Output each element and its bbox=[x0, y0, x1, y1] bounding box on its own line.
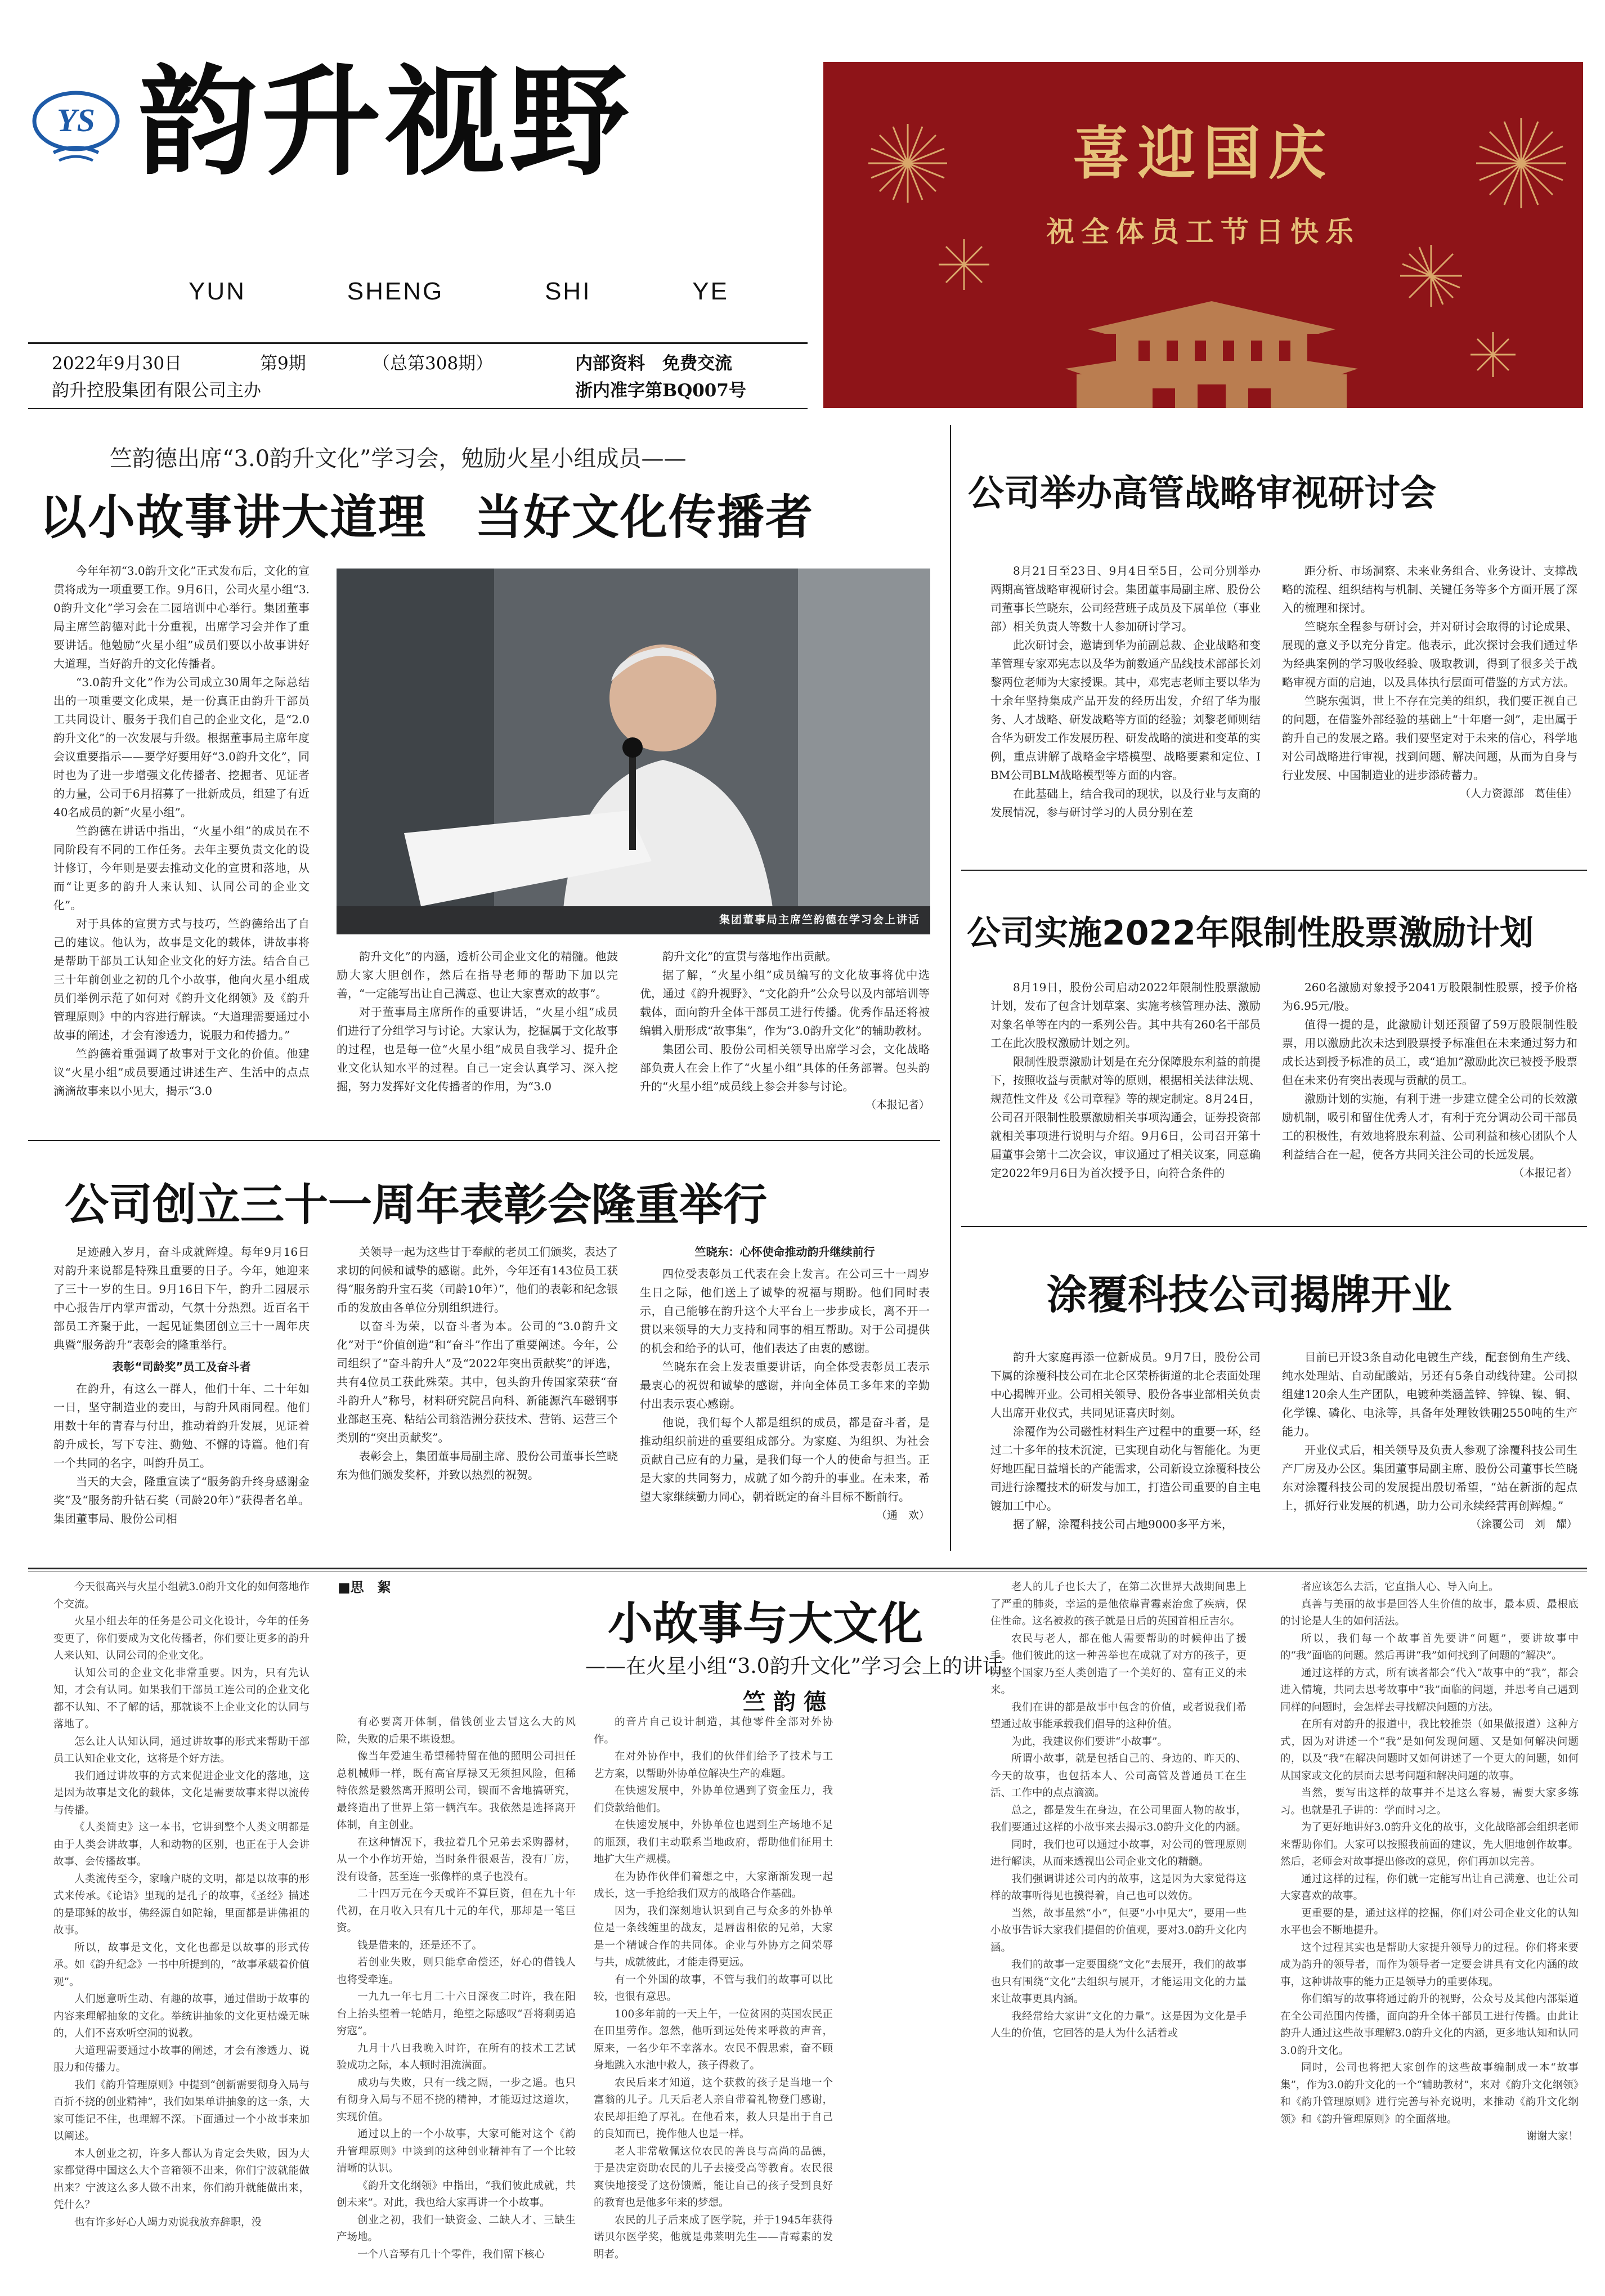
paragraph: 火星小组去年的任务是公司文化设计，今年的任务变更了，你们要成为文化传播者，你们要让更多的韵升人来认知、认同公司的企业文化。 bbox=[53, 1615, 310, 1662]
paragraph: 限制性股票激励计划是在充分保障股东利益的前提下，按照收益与贡献对等的原则，根据相关法律法规、规范性文件及《公司章程》等的规定制定。8月24日，公司召开限制性股票激励相关事项沟通会，证券投资部就相关事项进行说明与介绍。9月6日，公司召开第十届董事会第十二次会议，审议通过了相关议案，同意确定2022年9月6日为首次授予日，向符合条件的 bbox=[990, 1055, 1261, 1180]
paragraph: 因为，我们深刻地认识到自己与众多的外协单位是一条线缠里的战友，是唇齿相依的兄弟，大家是一个精诚合作的共同体。企业与外协方之间荣辱与共，成就彼此，才能走得更远。 bbox=[594, 1905, 833, 1968]
article4-col2 bbox=[337, 1243, 618, 1547]
paragraph: 更重要的是，通过这样的挖掘，你们对公司企业文化的认知水平也会不断地提升。 bbox=[1280, 1907, 1579, 1936]
masthead bbox=[23, 42, 810, 408]
issue-number: 第9期 bbox=[260, 353, 306, 374]
article3-title: 公司实施2022年限制性股票激励计划 bbox=[967, 914, 1534, 953]
article4-signature: （通 欢） bbox=[876, 1509, 930, 1521]
paragraph: 足迹融入岁月，奋斗成就辉煌。每年9月16日对韵升来说都是特殊且重要的日子。今年，她迎来了三十一岁的生日。9月16日下午，韵升二园展示中心报告厅内掌声雷动，气氛十分热烈。近百名干部员工齐聚于此，一起见证集团创立三十一周年庆典暨“服务韵升”表彰会的隆重举行。 bbox=[53, 1245, 310, 1351]
paragraph: 涂覆作为公司磁性材料生产过程中的重要一环，经过二十多年的技术沉淀，已实现自动化与智能化。为更好地匹配日益增长的产能需求，公司新设立涂覆科技公司进行涂覆技术的研发与加工，打造公司重要的自主电镀加工中心。 bbox=[990, 1425, 1261, 1512]
article3-col2 bbox=[1282, 978, 1577, 1220]
paragraph: 目前已开设3条自动化电镀生产线，配套倒角生产线、纯水处理站、自动配酸站，另还有5条自动线待建。公司拟组建120余人生产团队，电镀种类涵盖锌、锌镍、镍、铜、化学镍、磷化、电泳等，具备年处理钕铁硼2550吨的生产能力。 bbox=[1282, 1350, 1577, 1438]
paragraph: 集团公司、股份公司相关领导出席学习会，文化战略部负责人在会上作了“火星小组”具体的任务部署。包头韵升的“火星小组”成员线上参会并参与讨论。 bbox=[640, 1042, 930, 1093]
essay-column-2 bbox=[337, 1714, 576, 2271]
paragraph: 人类流传至今，家喻户晓的文明，都是以故事的形式来传承。《论语》里现的是孔子的故事，《圣经》描述的是耶稣的故事，佛经源自如陀翰，里面都是讲佛祖的故事。 bbox=[53, 1873, 310, 1936]
paragraph: 总之，都是发生在身边，在公司里面人物的故事，我们要通过这样的小故事来去揭示3.0韵升文化的内涵。 bbox=[990, 1804, 1247, 1833]
pinyin-yun: YUN bbox=[189, 278, 246, 305]
speaker-photo-icon bbox=[337, 569, 930, 934]
article3-signature: （本报记者） bbox=[1513, 1167, 1577, 1179]
paragraph: 对于具体的宣贯方式与技巧，竺韵德给出了自己的建议。他认为，故事是文化的载体，讲故事将是帮助干部员工认知企业文化的好方法。结合自己三十年前创业之初的几个小故事，他向火星小组成员们举例示范了如何对《韵升文化纲领》及《韵升管理原则》中的内容进行解读。“大道理需要通过小故事的阐述，才会有渗透力，说服力和传播力。” bbox=[53, 917, 310, 1042]
paragraph: 四位受表彰员工代表在会上发言。在公司三十一周岁生日之际，他们送上了诚挚的祝福与期盼。他们同时表示，自己能够在韵升这个大平台上一步步成长，离不开一贯以来领导的大力支持和同事的相互帮助。对于公司提供的机会和给予的认可，他们表达了由衷的感谢。 bbox=[640, 1267, 930, 1355]
paragraph: 开业仪式后，相关领导及负责人参观了涂覆科技公司生产厂房及办公区。集团董事局副主席、股份公司董事长竺晓东对涂覆科技公司的发展提出殷切希望，“站在新浙的起点上，抓好行业发展的机遇，助力公司永续经营再创辉煌。” bbox=[1282, 1443, 1577, 1512]
paragraph: 本人创业之初，许多人都认为肯定会失败，因为大家都觉得中国这么大个音箱领不出来，你们宁波就能做出来？宁波这么多人做不出来，你们韵升就能做出来，凭什么？ bbox=[53, 2147, 310, 2211]
article2-bottom-rule bbox=[961, 870, 1587, 871]
paragraph: 在快速发展中，外协单位也遇到生产场地不足的瓶颈，我们主动联系当地政府，帮助他们征用土地扩大生产规模。 bbox=[594, 1819, 833, 1865]
vertical-divider bbox=[950, 425, 951, 1551]
paragraph: 我们通过讲故事的方式来促进企业文化的落地，这是因为故事是文化的载体，文化是需要故事来得以流传与传播。 bbox=[53, 1770, 310, 1816]
article3-bottom-rule bbox=[961, 1226, 1587, 1227]
article1-col2 bbox=[337, 947, 618, 1122]
paragraph: 竺晓东在会上发表重要讲话，向全体受表彰员工表示最衷心的祝贺和诚挚的感谢，并向全体员工多年来的辛勤付出表示衷心感谢。 bbox=[640, 1360, 930, 1411]
masthead-bottom-rule bbox=[28, 408, 808, 409]
paragraph: 人们愿意听生动、有趣的故事，通过借助于故事的内容来理解抽象的文化。举统讲抽象的文化更枯燥无味的，人们不喜欢听空洞的说教。 bbox=[53, 1993, 310, 2039]
pinyin-ye: YE bbox=[692, 278, 729, 305]
paragraph: 九月十八日我晚入时许，在所有的技术工艺试验成功之际，本人顿时泪流满面。 bbox=[337, 2042, 576, 2071]
company-logo-icon bbox=[31, 86, 121, 165]
tiananmen-gate-icon bbox=[1054, 290, 1369, 408]
issue-info bbox=[52, 350, 806, 404]
paragraph: 对于董事局主席所作的重要讲话，“火星小组”成员们进行了分组学习与讨论。大家认为，挖掘属于文化故事的过程，也是每一位“火星小组”成员自我学习、提升企业文化认知水平的过程。自己一定会认真学习、深入挖掘，努力发挥好文化传播者的作用，为“3.0 bbox=[337, 1005, 618, 1093]
paragraph: 所以，我们每一个故事首先要讲“问题”，要讲故事中的“我”面临的问题。然后再讲“我”如何找到了问题的“解决”。 bbox=[1280, 1632, 1579, 1662]
paragraph: 表彰会上，集团董事局副主席、股份公司董事长竺晓东为他们颁发奖杯，并致以热烈的祝贺。 bbox=[337, 1449, 618, 1482]
pinyin-shi: SHI bbox=[545, 278, 591, 305]
paragraph: 据了解，“火星小组”成员编写的文化故事将优中选优，通过《韵升视野》、“文化韵升”公众号以及内部培训等载体，面向韵升全体干部员工进行传播。优秀作品还将被编辑入册形成“故事集”，作为“3.0韵升文化”的辅助教材。 bbox=[640, 968, 930, 1037]
paragraph: 农民的儿子后来成了医学院，并于1945年获得诺贝尔医学奖，他就是弗莱明先生——青霉素的发明者。 bbox=[594, 2214, 833, 2261]
article5-signature: （涂覆公司 刘 耀） bbox=[1470, 1518, 1577, 1530]
issue-total: （总第308期） bbox=[373, 353, 494, 374]
paragraph: 通过这样的过程，你们就一定能写出让自己满意、也让公司大家喜欢的故事。 bbox=[1280, 1873, 1579, 1902]
article1-col3 bbox=[640, 947, 930, 1122]
paragraph: “3.0韵升文化”作为公司成立30周年之际总结出的一项重要文化成果，是一份真正由韵升干部员工共同设计、服务于我们自己的企业文化，是“2.0韵升文化”的一次发展与升级。根据董事局主席年度会议重要指示——要学好要用好“3.0韵升文化”，同时也为了进一步增强文化传播者、挖掘者、见证者的力量，公司于6月招募了一批新成员，组建了有近40名成员的新“火星小组”。 bbox=[53, 675, 310, 819]
essay-column-4 bbox=[990, 1579, 1247, 2271]
photo-caption: 集团董事局主席竺韵德在学习会上讲话 bbox=[719, 914, 920, 926]
paragraph: 这个过程其实也是帮助大家提升领导力的过程。你们将来要成为韵升的领导者，而作为领导者一定要会讲具有文化内涵的故事，这种讲故事的能力正是领导力的重要体现。 bbox=[1280, 1941, 1579, 1988]
banner-title: 喜迎国庆 bbox=[1073, 120, 1334, 187]
article1-bottom-rule bbox=[28, 1140, 940, 1141]
paragraph: 为了更好地讲好3.0韵升文化的故事，文化战略部会组织老师来帮助你们。大家可以按照我前面的建议，先大胆地创作故事。然后，老师会对故事提出修改的意见，你们再加以完善。 bbox=[1280, 1821, 1579, 1868]
essay-author: 竺韵德 bbox=[743, 1689, 834, 1715]
paragraph: 你们编写的故事将通过韵升的视野，公众号及其他内部渠道在全公司范围内传播，面向韵升全体干部员工进行传播。由此让韵升人通过这些故事理解3.0韵升文化的内涵，更多地认知和认同3.0韵升文化。 bbox=[1280, 1993, 1579, 2057]
article1-signature: （本报记者） bbox=[865, 1099, 930, 1111]
article4-col1 bbox=[53, 1243, 310, 1547]
internal-note: 内部资料 免费交流 bbox=[575, 353, 732, 374]
paragraph: 一九九一年七月二十六日深夜二时许，我在阳台上抬头望着一轮皓月，绝望之际感叹“吾将剩勇追穷寇”。 bbox=[337, 1991, 576, 2037]
paragraph: 有必要离开体制，借钱创业去冒这么大的风险，失败的后果不堪设想。 bbox=[337, 1716, 576, 1746]
paragraph: 怎么让人认知认同，通过讲故事的形式来帮助干部员工认知企业文化，这将是个好方法。 bbox=[53, 1735, 310, 1765]
paragraph: 当然，要写出这样的故事并不是这么容易，需要大家多练习。也就是孔子讲的：学而时习之。 bbox=[1280, 1787, 1579, 1816]
paragraph: 今年年初“3.0韵升文化”正式发布后，文化的宣贯将成为一项重要工作。9月6日，公司火星小组“3.0韵升文化”学习会在二园培训中心举行。集团董事局主席竺韵德对此十分重视，出席学习会并作了重要讲话。他勉励“火星小组”成员们要以小故事讲好大道理，当好韵升的文化传播者。 bbox=[53, 564, 310, 670]
permit-number: 浙内准字第BQ007号 bbox=[575, 381, 746, 401]
article1-kicker: 竺韵德出席“3.0韵升文化”学习会，勉励火星小组成员—— bbox=[110, 446, 687, 472]
article4-col3 bbox=[640, 1243, 930, 1547]
paragraph: 农民与老人，都在他人需要帮助的时候伸出了援手。他们彼此的这一种善举也在成就了对方的孩子，更为整个国家乃至人类创造了一个美好的、富有正义的未来。 bbox=[990, 1632, 1247, 1696]
masthead-title: 韵升视野 bbox=[138, 52, 633, 192]
paragraph: 通过这样的方式，所有读者都会“代入”故事中的“我”，都会进入情境，共同去思考故事中“我”面临的问题，并思考自己遇到同样的问题时，会怎样去寻找解决问题的方法。 bbox=[1280, 1667, 1579, 1713]
paragraph: 竺韵德在讲话中指出，“火星小组”的成员在不同阶段有不同的工作任务。去年主要负责文化的设计修订，今年则是要去推动文化的宣贯和落地，从而“让更多的韵升人来认知、认同公司的企业文化”。 bbox=[53, 824, 310, 912]
national-day-banner bbox=[823, 62, 1583, 408]
paragraph: 二十四万元在今天或许不算巨资，但在九十年代初，在月收入只有几十元的年代，那却是一笔巨资。 bbox=[337, 1888, 576, 1934]
paragraph: 大道理需要通过小故事的阐述，才会有渗透力、说服力和传播力。 bbox=[53, 2044, 310, 2074]
paragraph: 创业之初，我们一缺资金、二缺人才、三缺生产场地。 bbox=[337, 2214, 576, 2243]
paragraph: 我经常给大家讲“文化的力量”。这是因为文化是手人生的价值，它回答的是人为什么活着或 bbox=[990, 2010, 1247, 2039]
paragraph: 钱是借来的，还是还不了。 bbox=[357, 1939, 483, 1952]
article1-col1 bbox=[53, 562, 310, 1119]
essay-section-tag: ■思 絮 bbox=[338, 1579, 391, 1595]
essay-subtitle: ——在火星小组“3.0韵升文化”学习会上的讲话 bbox=[585, 1655, 1003, 1678]
paragraph: 若创业失败，则只能拿命偿还，好心的借钱人也将受牵连。 bbox=[337, 1957, 576, 1986]
paragraph: 所谓小故事，就是包括自己的、身边的、昨天的、今天的故事，也包括本人、公司高管及普通员工在生活、工作中的点点滴滴。 bbox=[990, 1753, 1247, 1799]
banner-subtitle: 祝全体员工节日快乐 bbox=[1046, 215, 1360, 248]
paragraph: 当然，故事虽然“小”，但要“小中见大”，要用一些小故事告诉大家我们提倡的价值观，要对3.0韵升文化内涵。 bbox=[990, 1907, 1247, 1954]
article1-photo bbox=[337, 569, 930, 934]
article4-subhead-speech: 竺晓东：心怀使命推动韵升继续前行 bbox=[694, 1245, 875, 1259]
paragraph: 韵升文化”的内涵，透析公司企业文化的精髓。他鼓励大家大胆创作，然后在指导老师的帮助下加以完善，“一定能写出让自己满意、也让大家喜欢的故事”。 bbox=[337, 950, 618, 1000]
paragraph: 真善与美丽的故事是回答人生价值的故事，最本质、最根底的讨论是人生的如何活法。 bbox=[1280, 1598, 1579, 1627]
paragraph: 在为协作伙伴们着想之中，大家渐渐发现一起成长，这一手抢给我们双方的战略合作基础。 bbox=[594, 1870, 833, 1900]
paragraph: 我们强调讲述公司内的故事，这是因为大家觉得这样的故事听得见也摸得着，自己也可以效仿。 bbox=[990, 1873, 1247, 1902]
masthead-pinyin bbox=[189, 278, 729, 306]
article2-col1 bbox=[990, 562, 1261, 866]
paragraph: 他说，我们每个人都是组织的成员，都是奋斗者，是推动组织前进的重要组成部分。为家庭、为组织、为社会贡献自己应有的力量，是我们每一个人的使命与担当。正是大家的共同努力，成就了如今韵升的事业。在未来，希望大家继续勤力同心，朝着既定的奋斗目标不断前行。 bbox=[640, 1416, 930, 1503]
paragraph: 有一个外国的故事，不管与我们的故事可以比较，也很有意思。 bbox=[594, 1973, 833, 2003]
masthead-divider bbox=[28, 342, 808, 344]
paragraph: 者应该怎么去活，它直指人心、导入向上。 bbox=[1301, 1581, 1499, 1593]
paragraph: 我们《韵升管理原则》中提到“创新需要彻身入局与百折不挠的创业精神”，我们如果单讲抽象的这一条，大家可能记不住，也理解不深。下面通过一个小故事来加以阐述。 bbox=[53, 2079, 310, 2142]
essay-column-3 bbox=[594, 1714, 833, 2271]
paragraph: 8月19日，股份公司启动2022年限制性股票激励计划，发布了包含计划草案、实施考核管理办法、激励对象名单等在内的一系列公告。其中共有260名干部员工在此次股权激励计划之列。 bbox=[990, 981, 1261, 1050]
article2-title: 公司举办高管战略审视研讨会 bbox=[968, 473, 1436, 514]
paragraph: 韵升大家庭再添一位新成员。9月7日，股份公司下属的涂覆科技公司在北仑区荣桥街道的北仑表面处理中心揭牌开业。公司相关领导、股份各事业部相关负责人出席开业仪式，共同见证喜庆时刻。 bbox=[990, 1350, 1261, 1420]
article4-subhead-awards: 表彰“司龄奖”员工及奋斗者 bbox=[112, 1360, 251, 1373]
essay-top-rule bbox=[28, 1568, 1587, 1569]
paragraph: 《人类简史》这一本书，它讲到整个人类文明都是由于人类会讲故事，人和动物的区别，也正在于人会讲故事、会传播故事。 bbox=[53, 1821, 310, 1868]
paragraph: 关领导一起为这些甘于奉献的老员工们颁奖，表达了求切的问候和诚挚的感谢。此外，今年还有143位员工获得“服务韵升宝石奖（司龄10年）”，他们的表彰和纪念银币的发放由各单位分别组织进行。 bbox=[337, 1245, 618, 1314]
paragraph: 通过以上的一个小故事，大家可能对这个《韵升管理原则》中谈到的这种创业精神有了一个比较清晰的认识。 bbox=[337, 2128, 576, 2174]
article5-col2 bbox=[1282, 1348, 1577, 1551]
paragraph: 同时，公司也将把大家创作的这些故事编制成一本“故事集”，作为3.0韵升文化的一个“辅助教材”，来对《韵升文化纲领》和《韵升管理原则》进行完善与补充说明，来推动《韵升文化纲领》和《韵升管理原则》的全面落地。 bbox=[1280, 2062, 1579, 2125]
paragraph: 我们的故事一定要围绕“文化”去展开，我们的故事也只有围绕“文化”去组织与展开，才能运用文化的力量来让故事更具内涵。 bbox=[990, 1959, 1247, 2005]
paragraph: 《韵升文化纲领》中指出，“我们彼此成就，共创未来”。对此，我也给大家再讲一个小故事。 bbox=[337, 2179, 576, 2209]
paragraph: 竺晓东全程参与研讨会，并对研讨会取得的讨论成果、展现的意义予以充分肯定。他表示，此次探讨会我们通过华为经典案例的学习吸收经验、吸取教训，得到了很多关于战略审视方面的启迪，以及具体执行层面可借鉴的方式方法。 bbox=[1282, 620, 1577, 689]
article5-col1 bbox=[990, 1348, 1261, 1551]
paragraph: 以奋斗为荣，以奋斗者为本。公司的“3.0韵升文化”对于“价值创造”和“奋斗”作出了重要阐述。今年，公司组织了“奋斗韵升人”及“2022年突出贡献奖”的评选，共有4位员工获此殊荣。其中，包头韵升传国家荣获“奋斗韵升人”称号，材料研究院吕向科、新能源汽车磁钢事业部赵玉亮、粘结公司翁浩洲分获技术、营销、运营三个类别的“突出贡献奖”。 bbox=[337, 1319, 618, 1444]
paragraph: 激励计划的实施，有利于进一步建立健全公司的长效激励机制，吸引和留住优秀人才，有利于充分调动公司干部员工的积极性，有效地将股东利益、公司利益和核心团队个人利益结合在一起，使各方共同关注公司的长远发展。 bbox=[1282, 1092, 1577, 1161]
paragraph: 此次研讨会，邀请到华为前副总裁、企业战略和变革管理专家邓宪志以及华为前数通产品线技术部部长刘黎两位老师为大家授课。其中，邓宪志老师主要以华为十余年坚持集成产品开发的经历出发，介绍了华为服务、人才战略、研发战略等方面的经验；刘黎老师则结合华为研发工作发展历程、研发战略的演进和变革的实例，重点讲解了战略金字塔模型、战略要素和定位、IBM公司BLM战略模型等方面的内容。 bbox=[990, 638, 1261, 782]
article2-col2 bbox=[1282, 562, 1577, 866]
article3-col1 bbox=[990, 978, 1261, 1220]
paragraph: 的音片自己设计制造，其他零件全部对外协作。 bbox=[594, 1716, 833, 1746]
logo-text: YS bbox=[57, 102, 95, 138]
article1-title: 以小故事讲大道理 当好文化传播者 bbox=[39, 490, 814, 545]
issue-date: 2022年9月30日 bbox=[52, 353, 182, 374]
paragraph: 农民后来才知道，这个获救的孩子是当地一个富翁的儿子。几天后老人亲自带着礼物登门感谢，农民却拒绝了厚礼。在他看来，救人只是出于自己的良知而已，挽作他人也是一样。 bbox=[594, 2076, 833, 2140]
article4-title: 公司创立三十一周年表彰会隆重举行 bbox=[65, 1180, 768, 1230]
article5-title: 涂覆科技公司揭牌开业 bbox=[1047, 1271, 1452, 1318]
paragraph: 像当年爱迪生希望稀特留在他的照明公司担任总机械师一样，既有高官厚禄又无须担风险，但稀特依然是毅然离开照明公司，锲而不舍地搞研究，最终造出了世界上第一辆汽车。我依然是选择离开体制，自主创业。 bbox=[337, 1751, 576, 1831]
essay-title: 小故事与大文化 bbox=[608, 1597, 923, 1650]
paragraph: 谢谢大家！ bbox=[1526, 2131, 1579, 2142]
paragraph: 距分析、市场洞察、未来业务组合、业务设计、支撑战略的流程、组织结构与机制、关键任务等多个方面开展了深入的梳理和探讨。 bbox=[1282, 564, 1577, 615]
paragraph: 100多年前的一天上午，一位贫困的英国农民正在田里劳作。忽然，他听到远处传来呼救的声音，原来，一名少年不幸落水。农民不假思索，奋不顾身地跳入水池中救人，孩子得救了。 bbox=[594, 2008, 833, 2071]
paragraph: 为此，我建议你们要讲“小故事”。 bbox=[1011, 1735, 1168, 1748]
paragraph: 今天很高兴与火星小组就3.0韵升文化的如何落地作个交流。 bbox=[53, 1581, 310, 1610]
paragraph: 在对外协作中，我们的伙伴们给予了技术与工艺方案，以帮助外协单位解决生产的难题。 bbox=[594, 1751, 833, 1780]
paragraph: 在韵升，有这么一群人，他们十年、二十年如一日，坚守制造业的麦田，与韵升风雨同程。他们用数十年的青春与付出，推动着韵升发展，见证着韵升成长，写下专注、勤勉、不懈的诗篇。他们有一个共同的名字，叫韵升员工。 bbox=[53, 1382, 310, 1470]
paragraph: 值得一提的是，此激励计划还预留了59万股限制性股票，用以激励此次未达到股票授予标准但在未来通过努力和成长达到授予标准的员工，或“追加”激励此次已被授予股票但在未来仍有突出表现与贡献的员工。 bbox=[1282, 1018, 1577, 1087]
paragraph: 260名激励对象授予2041万股限制性股票，授予价格为6.95元/股。 bbox=[1282, 981, 1577, 1013]
paragraph: 一个八音琴有几十个零件，我们留下核心 bbox=[357, 2248, 545, 2261]
paragraph: 竺韵德着重强调了故事对于文化的价值。他建议“火星小组”成员要通过讲述生产、生活中的点点滴滴故事来以小见大，揭示“3.0 bbox=[53, 1047, 310, 1098]
paragraph: 我们在讲的都是故事中包含的价值，或者说我们希望通过故事能承载我们倡导的这种价值。 bbox=[990, 1701, 1247, 1730]
article2-signature: （人力资源部 葛佳佳） bbox=[1459, 787, 1577, 800]
paragraph: 在这种情况下，我拉着几个兄弟去采购器材，从一个小作坊开始，当时条件很艰苦，没有厂房，没有设备，甚至连一张像样的桌子也没有。 bbox=[337, 1836, 576, 1883]
paragraph: 据了解，涂覆科技公司占地9000多平方米， bbox=[1013, 1518, 1233, 1531]
sponsor: 韵升控股集团有限公司主办 bbox=[52, 381, 261, 401]
paragraph: 老人的儿子也长大了，在第二次世界大战期间患上了严重的肺炎，幸运的是他依靠青霉素治愈了疾病，保住性命。这名被救的孩子就是日后的英国首相丘吉尔。 bbox=[990, 1581, 1247, 1627]
paragraph: 也有许多好心人竭力劝说我放弃辞职，没 bbox=[74, 2216, 262, 2228]
paragraph: 8月21日至23日、9月4日至5日，公司分别举办两期高管战略审视研讨会。集团董事局副主席、股份公司董事长竺晓东，公司经营班子成员及下属单位（事业部）相关负责人等数十人参加研讨学习。 bbox=[990, 564, 1261, 633]
paragraph: 同时，我们也可以通过小故事，对公司的管理原则进行解读，从而来透视出公司企业文化的精髓。 bbox=[990, 1838, 1247, 1868]
pinyin-sheng: SHENG bbox=[347, 278, 444, 305]
paragraph: 在此基础上，结合我司的现状，以及行业与友商的发展情况，参与研讨学习的人员分别在差 bbox=[990, 787, 1261, 819]
paragraph: 成功与失败，只有一线之隔，一步之遥。也只有彻身入局与不屈不挠的精神，才能迈过这道坎，实现价值。 bbox=[337, 2076, 576, 2123]
paragraph: 当天的大会，隆重宣读了“服务韵升终身感谢金奖”及“服务韵升钻石奖（司龄20年）”获得者名单。集团董事局、股份公司相 bbox=[53, 1475, 310, 1525]
paragraph: 认知公司的企业文化非常重要。因为，只有先认知，才会有认同。如果我们干部员工连公司的企业文化都不认知、不了解的话，那就谈不上企业文化的认同与落地了。 bbox=[53, 1667, 310, 1730]
paragraph: 韵升文化”的宣贯与落地作出贡献。 bbox=[662, 950, 837, 963]
paragraph: 竺晓东强调，世上不存在完美的组织，我们要正视自己的问题，在借鉴外部经验的基础上“十年磨一剑”，走出属于韵升自己的发展之路。我们要坚定对于未来的信心，科学地对公司战略进行审视，找到问题、解决问题，从而为自身与行业发展、中国制造业的进步添砖蓄力。 bbox=[1282, 694, 1577, 782]
essay-column-5 bbox=[1280, 1579, 1579, 2271]
paragraph: 在快速发展中，外协单位遇到了资金压力，我们贷款给他们。 bbox=[594, 1785, 833, 1814]
paragraph: 在所有对韵升的报道中，我比较推崇（如果做报道）这种方式，因为对讲述一个“我”是如何发现问题、又是如何解决问题的，以及“我”在解决问题时又如何讲述了一个更大的问题，如何从国家或文化的层面去思考问题和解决问题的故事。 bbox=[1280, 1718, 1579, 1782]
paragraph: 所以，故事是文化，文化也都是以故事的形式传承。如《韵升纪念》一书中所提到的，“故事承载着价值观”。 bbox=[53, 1941, 310, 1988]
paragraph: 老人非常敬佩这位农民的善良与高尚的品德，于是决定资助农民的儿子去接受高等教育。农民很爽快地接受了这份馈赠，能让自己的孩子受到良好的教育也是他多年来的梦想。 bbox=[594, 2145, 833, 2209]
essay-left-column bbox=[53, 1579, 310, 2271]
